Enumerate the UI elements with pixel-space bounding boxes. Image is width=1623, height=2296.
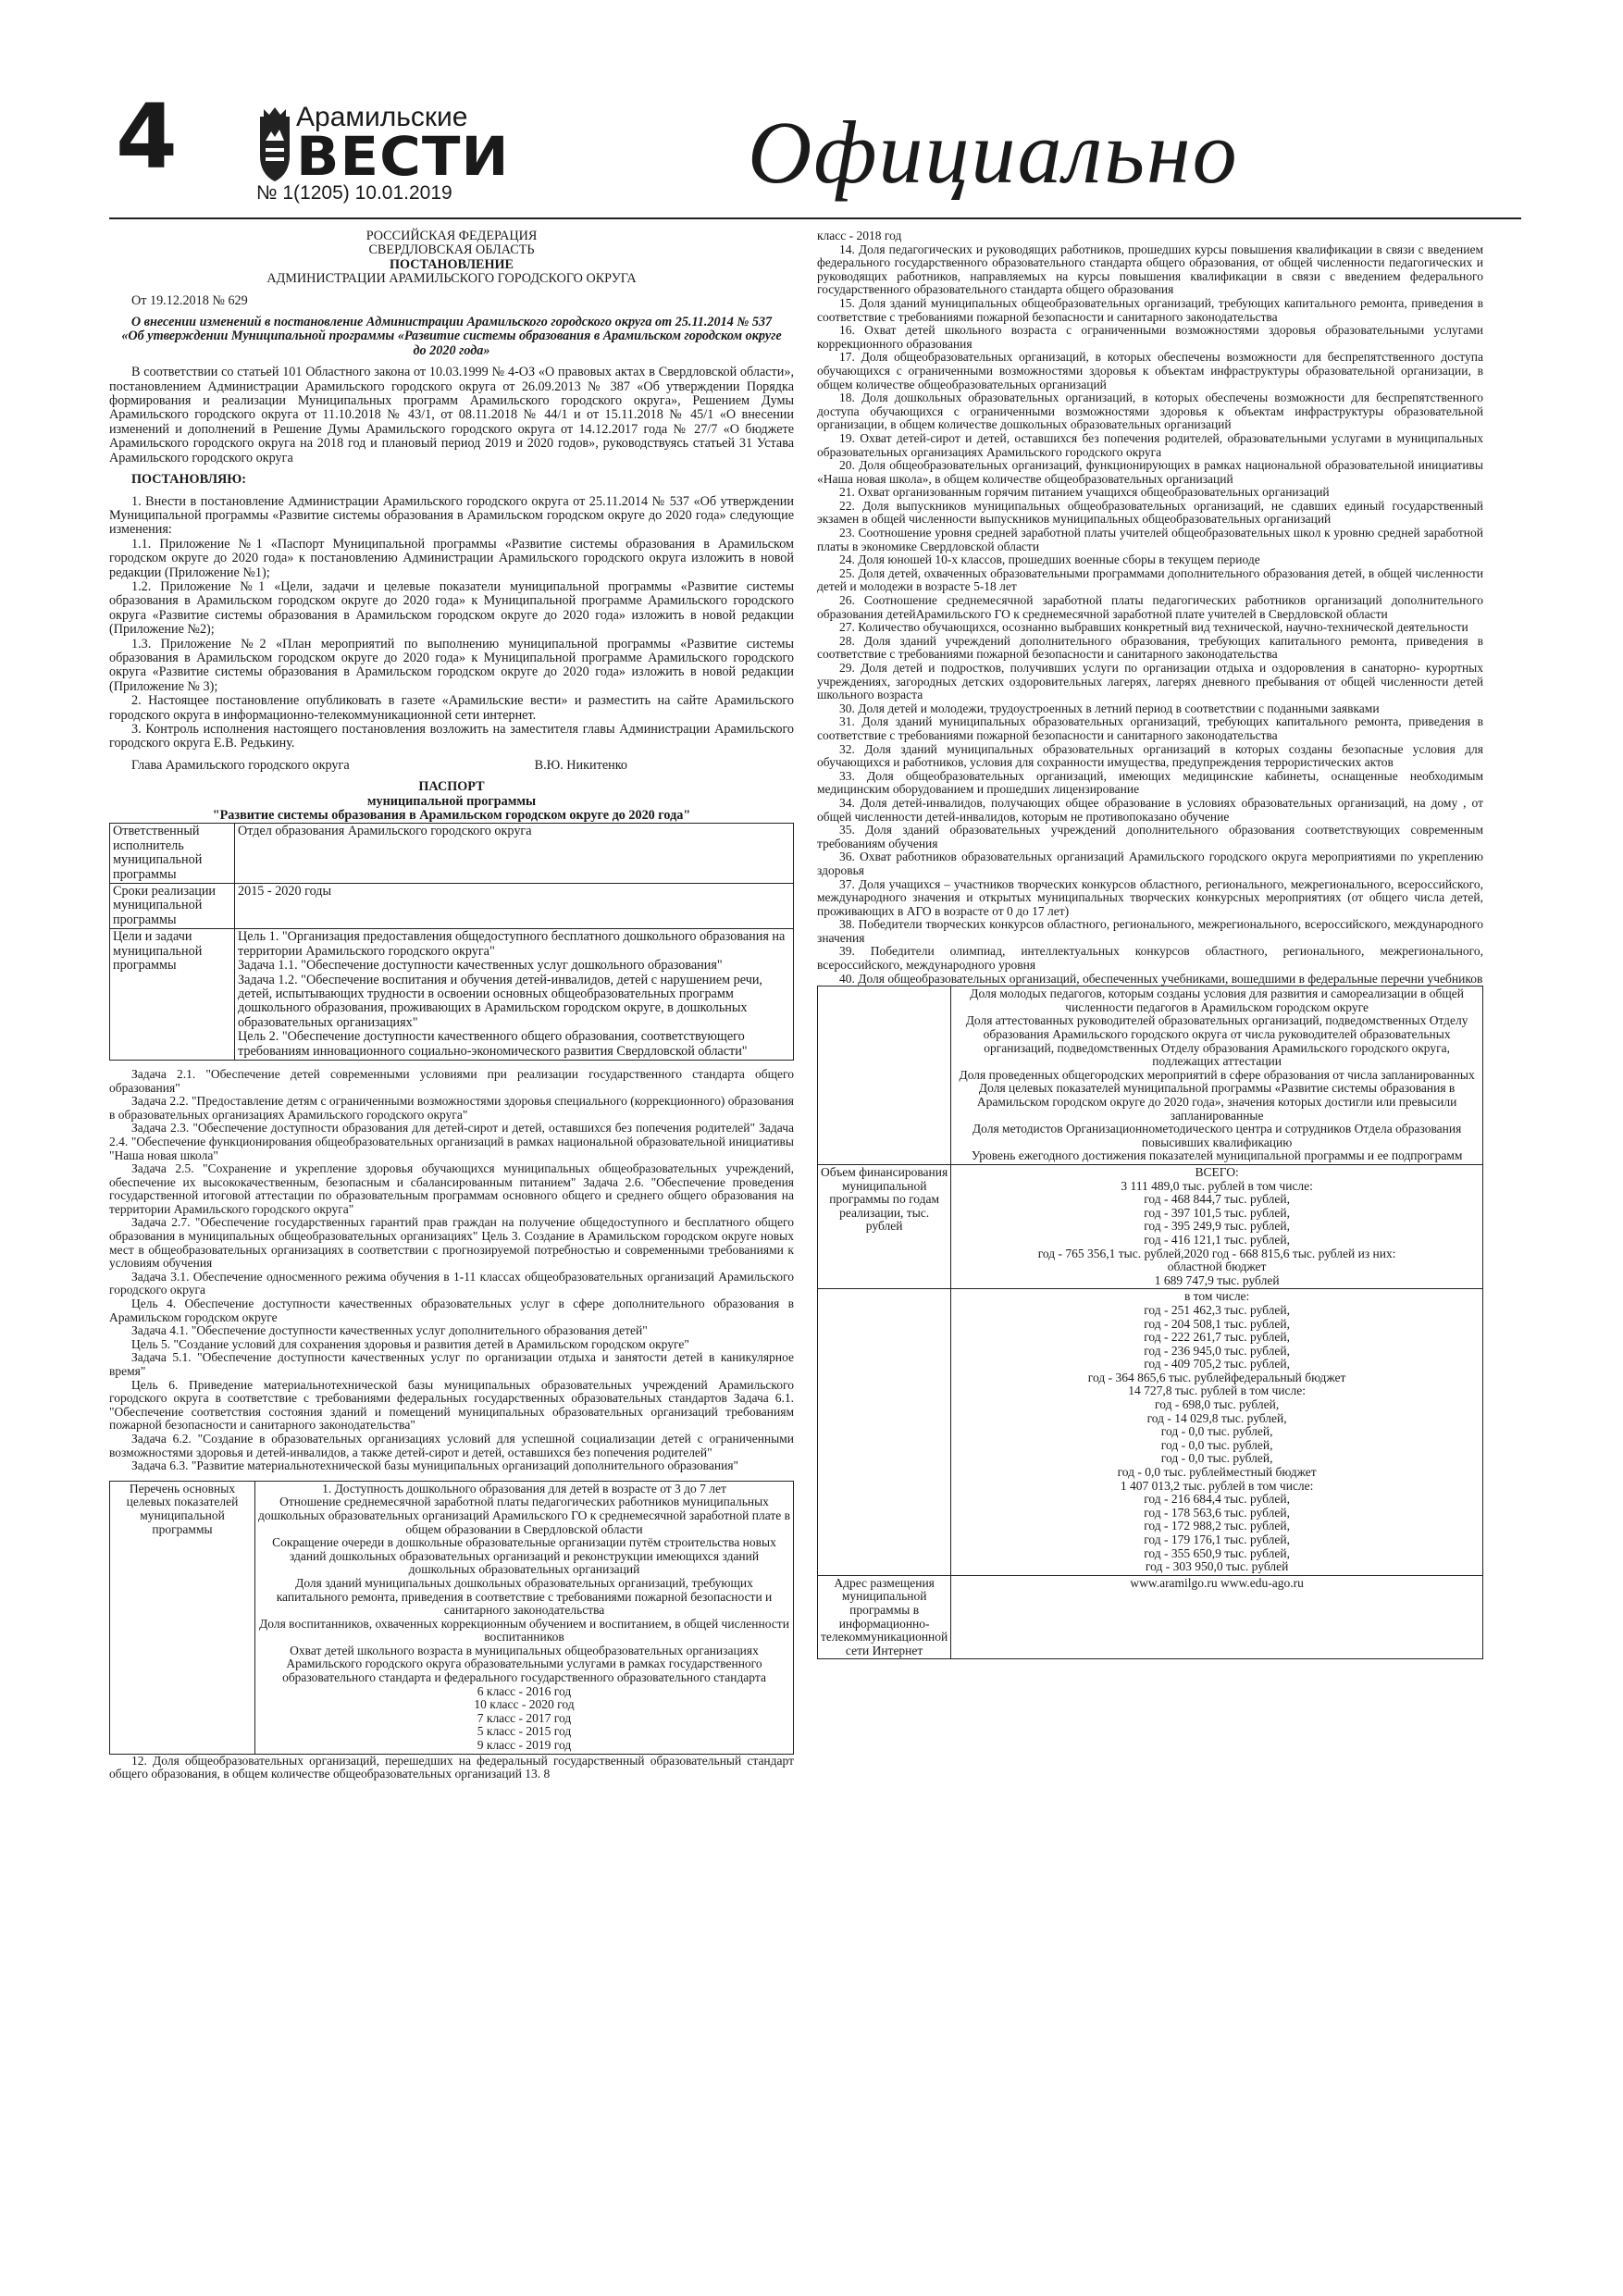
finance-line: год - 222 261,7 тыс. рублей, bbox=[1144, 1330, 1291, 1345]
row-label: Адрес размещения муниципальной программы в информационно-телекоммуникационной сети Интернет bbox=[818, 1575, 951, 1659]
row-label: Объем финансирования муниципальной программы по годам реализации, тыс. рублей bbox=[818, 1164, 951, 1288]
row-value: www.aramilgo.ru www.edu-ago.ru bbox=[951, 1575, 1483, 1659]
task-item: Задача 2.1. "Обеспечение детей современными условиями при реализации государственного стандарта общего образования" bbox=[109, 1066, 794, 1095]
task-item: Задача 4.1. "Обеспечение доступности качественных услуг дополнительного образования детей" bbox=[131, 1323, 648, 1338]
goal-item: Цель 2. "Обеспечение доступности качественного общего образования, соответствующего требованиям инновационного социально-экономического развития Свердловской области" bbox=[238, 1029, 748, 1059]
row-value bbox=[951, 987, 1483, 1165]
row-label bbox=[818, 987, 951, 1165]
finance-line: год - 172 988,2 тыс. рублей, bbox=[1144, 1519, 1291, 1533]
task-item: Цель 4. Обеспечение доступности качественных образовательных услуг в сфере дополнительного образования в Арамильском городском округе bbox=[109, 1297, 794, 1324]
indicator-item: Отношение среднемесячной заработной платы педагогических работников муниципальных дошкольных образовательных организаций Арамильского ГО к среднемесячной заработной плате в общем образовании в Свердловской области bbox=[258, 1495, 790, 1536]
row-value bbox=[235, 929, 794, 1061]
indicator-item: Доля зданий муниципальных дошкольных образовательных организаций, требующих капитального ремонта, приведения в соответствие с требованиями пожарной безопасности и санитарного законодательства bbox=[276, 1575, 773, 1618]
header-line: АДМИНИСТРАЦИИ АРАМИЛЬСКОГО ГОРОДСКОГО ОКРУГА bbox=[266, 271, 637, 287]
task-item: Задача 5.1. "Обеспечение доступности качественных услуг по организации отдыха и занятости детей в каникулярное время" bbox=[109, 1350, 794, 1378]
header-line: РОССИЙСКАЯ ФЕДЕРАЦИЯ bbox=[365, 229, 538, 243]
indicator-line: 33. Доля общеобразовательных организаций, имеющих медицинские кабинеты, оснащенные необходимым медицинским оборудованием и прошедших лицензирование bbox=[817, 768, 1483, 797]
finance-line: 3 111 489,0 тыс. рублей в том числе: bbox=[1121, 1178, 1313, 1193]
indicators-table bbox=[109, 1481, 794, 1755]
header-line: ПОСТАНОВЛЕНИЕ bbox=[389, 256, 514, 272]
indicators-box bbox=[817, 986, 1483, 1659]
indicator-line: 24. Доля юношей 10-х классов, прошедших военные сборы в текущем периоде bbox=[839, 552, 1260, 567]
finance-line: в том числе: bbox=[1183, 1289, 1250, 1304]
finance-line: год - 303 950,0 тыс. рублей bbox=[1145, 1559, 1289, 1574]
header-rule bbox=[109, 217, 1521, 219]
indicator-line: 18. Доля дошкольных образовательных организаций, в которых обеспечены возможности для беспрепятственного доступа обучающихся с ограниченными возможностями здоровья к объектам инфраструктуры образовательной организации, в общем количестве дошкольных образовательных организаций bbox=[817, 391, 1483, 432]
finance-line: год - 468 844,7 тыс. рублей, bbox=[1144, 1192, 1291, 1207]
coat-of-arms-icon bbox=[256, 104, 293, 183]
indicator-item: 1. Доступность дошкольного образования для детей в возрасте от 3 до 7 лет bbox=[322, 1481, 726, 1496]
indicator-line: 36. Охват работников образовательных организаций Арамильского городского округа мероприятиями по укреплению здоровья bbox=[817, 850, 1483, 877]
decree-subject: О внесении изменений в постановление Администрации Арамильского городского округа от 25.11.2014 № 537 «Об утверждении Муниципальной программы «Развитие системы образования в Арамильском городском округе до 2020 года» bbox=[121, 315, 782, 358]
indicator-line: 23. Соотношение уровня средней заработной платы учителей общеобразовательных школ к уровню средней заработной платы в экономике Свердловской области bbox=[817, 526, 1483, 553]
passport-table bbox=[109, 823, 794, 1061]
indicator-line: 28. Доля зданий учреждений дополнительного образования, требующих капитального ремонта, приведения в соответствие с требованиями пожарной безопасности и санитарного законодательства bbox=[817, 633, 1483, 662]
task-item: Задача 2.5. "Сохранение и укрепление здоровья обучающихся муниципальных общеобразовательных учреждений, обеспечение их высококачественным, безопасным и сбалансированным питанием" Задача 2.6. "Обеспечение проведения государственной итоговой аттестации по образовательным программам основного общего и среднего общего образования на территории Арамильского городского округа" bbox=[109, 1161, 794, 1216]
passport-title-line: "Развитие системы образования в Арамильском городском округе до 2020 года" bbox=[212, 808, 691, 824]
passport-tasks bbox=[109, 1068, 794, 1473]
table-row bbox=[818, 1289, 1483, 1575]
row-value bbox=[951, 1289, 1483, 1575]
finance-line: год - 395 249,9 тыс. рублей, bbox=[1144, 1219, 1291, 1234]
task-item: Цель 6. Приведение материальнотехнической базы муниципальных образовательных учреждений Арамильского городского округа в соответствие с требованиями федеральных государственных образовательных стандартов Задача 6.1. "Обеспечение соответствия состояния зданий и помещений муниципальных образовательных организаций требованиям пожарной безопасности и санитарного законодательства" bbox=[109, 1377, 794, 1433]
decree-item: 1.2. Приложение №1 «Цели, задачи и целевые показатели муниципальной программы «Развитие системы образования в Арамильском городском округе до 2020 года» к Муниципальной программе Арамильского городского округа «Развитие системы образования в Арамильском городском округе до 2020 года» изложить в новой редакции (Приложение №2); bbox=[109, 578, 794, 638]
signature-name: В.Ю. Никитенко bbox=[534, 757, 627, 773]
table-row bbox=[110, 1481, 794, 1754]
row-value bbox=[951, 1164, 1483, 1288]
indicator-item: 7 класс - 2017 год bbox=[477, 1710, 572, 1725]
indicator-line: 35. Доля зданий образовательных учреждений дополнительного образования соответствующих современным требованиям обучения bbox=[817, 823, 1483, 850]
finance-line: год - 14 029,8 тыс. рублей, bbox=[1146, 1410, 1287, 1425]
row-value bbox=[255, 1481, 794, 1754]
passport-title-line: ПАСПОРТ bbox=[418, 779, 485, 795]
finance-line: год - 409 705,2 тыс. рублей, bbox=[1144, 1357, 1291, 1371]
indicator-line: 22. Доля выпускников муниципальных общеобразовательных организаций, не сдавших единый государственный экзамен в общей численности выпускников муниципальных общеобразовательных организаций bbox=[817, 498, 1483, 527]
finance-line: областной бюджет bbox=[1167, 1260, 1267, 1274]
finance-line: 14 727,8 тыс. рублей в том числе: bbox=[1128, 1384, 1306, 1398]
indicator-line: 14. Доля педагогических и руководящих работников, прошедших курсы повышения квалификации в связи с введением федерального государственного образовательного стандарта общего образования, от общей численности педагогических и руководящих работников, направляемых на курсы повышения квалификации в связи с введением федерального государственного образовательного стандарта общего образования bbox=[817, 242, 1483, 297]
indicator-line: 37. Доля учащихся – участников творческих конкурсов областного, регионального, межрегионального, всероссийского, международного значения и открытых муниципальных творческих конкурсных мероприятиях (от общего числа детей, проживающих в АГО в возрасте от 0 до 17 лет) bbox=[817, 876, 1483, 918]
indicator-line: 40. Доля общеобразовательных организаций, обеспеченных учебниками, вошедшими в федеральные перечни учебников bbox=[839, 971, 1483, 986]
goal-item: Задача 1.2. "Обеспечение воспитания и обучения детей-инвалидов, детей с нарушением речи, детей, испытывающих трудности в освоении основных общеобразовательных программ дошкольного образования, проживающих в Арамильском городском округе, в дошкольных образовательных организациях" bbox=[238, 972, 762, 1030]
indicator-item: 9 класс - 2019 год bbox=[477, 1738, 572, 1753]
row-label: Ответственный исполнитель муниципальной программы bbox=[110, 824, 235, 884]
finance-line: год - 416 121,1 тыс. рублей, bbox=[1144, 1232, 1291, 1247]
indicator-line: 26. Соотношение среднемесячной заработной платы педагогических работников организаций дополнительного образования детейАрамильского ГО к среднемесячной заработной плате учителей в Свердловской области bbox=[817, 593, 1483, 621]
box-line: Доля методистов Организационнометодического центра и сотрудников Отдела образования повысивших квалификацию bbox=[972, 1122, 1462, 1149]
indicator-footer: 12. Доля общеобразовательных организаций, перешедших на федеральный государственный образовательный стандарт общего образования, в общем количестве общеобразовательных организаций 13. 8 bbox=[109, 1753, 794, 1781]
indicator-line: 31. Доля зданий муниципальных образовательных организаций, требующих капитального ремонта, приведения в соответствие с требованиями пожарной безопасности и санитарного законодательства bbox=[817, 714, 1483, 742]
task-item: Задача 2.7. "Обеспечение государственных гарантий прав граждан на получение общедоступного и бесплатного общего образования в муниципальных общеобразовательных организациях" Цель 3. Создание в Арамильском городском округе новых мест в общеобразовательных организациях в соответствии с прогнозируемой потребностью и современными требованиями к условиям обучения bbox=[109, 1215, 794, 1271]
decree-preamble: В соответствии со статьей 101 Областного закона от 10.03.1999 № 4-ОЗ «О правовых актах в Свердловской области», постановлением Администрации Арамильского городского округа от 26.09.2013 № 387 «Об утверждении Порядка формирования и реализации Муниципальных программ Арамильского городского округа», Решением Думы Арамильского городского округа от 11.10.2018 № 43/1, от 08.11.2018 № 44/1 и от 15.11.2018 № 45/1 «О внесении изменений и дополнений в Решение Думы Арамильского городского округа от 14.12.2017 года № 27/7 «О бюджете Арамильского городского округа на 2018 год и плановый период 2019 и 2020 годов», руководствуясь статьей 31 Устава Арамильского городского округа bbox=[109, 365, 794, 465]
indicator-line: 34. Доля детей-инвалидов, получающих общее образование в условиях образовательных организаций, на дому , от общей численности детей-инвалидов, которым не противопоказано обучение bbox=[817, 795, 1483, 824]
task-item: Задача 6.3. "Развитие материальнотехнической базы муниципальных организаций дополнительного образования" bbox=[131, 1458, 739, 1473]
task-item: Задача 3.1. Обеспечение односменного режима обучения в 1-11 классах общеобразовательных организаций Арамильского городского округа bbox=[109, 1269, 794, 1297]
indicator-line: класс - 2018 год bbox=[817, 229, 902, 242]
indicator-item: 5 класс - 2015 год bbox=[477, 1724, 572, 1739]
row-label bbox=[818, 1289, 951, 1575]
table-row bbox=[818, 1164, 1483, 1288]
passport-title-line: муниципальной программы bbox=[366, 793, 537, 809]
indicator-line: 30. Доля детей и молодежи, трудоустроенных в летний период в соответствии с поданными заявками bbox=[839, 701, 1380, 715]
finance-line: год - 216 684,4 тыс. рублей, bbox=[1144, 1492, 1291, 1507]
task-item: Задача 2.3. "Обеспечение доступности образования для детей-сирот и детей, оставшихся без попечения родителей" Задача 2.4. "Обеспечение функционирования общеобразовательных организаций в рамках национальной образовательной инициативы "Наша новая школа" bbox=[109, 1121, 794, 1162]
signature-role: Глава Арамильского городского округа bbox=[131, 757, 350, 773]
rubric-title: Официально bbox=[748, 103, 1239, 202]
passport-title bbox=[109, 780, 794, 823]
finance-line: год - 179 176,1 тыс. рублей, bbox=[1144, 1533, 1291, 1546]
row-value: Отдел образования Арамильского городского округа bbox=[235, 824, 794, 884]
finance-line: год - 397 101,5 тыс. рублей, bbox=[1144, 1205, 1291, 1220]
indicator-line: 19. Охват детей-сирот и детей, оставшихся без попечения родителей, образовательными услугами в муниципальных образовательных организациях Арамильского городского округа bbox=[817, 430, 1483, 459]
issue-info: № 1(1205) 10.01.2019 bbox=[256, 182, 452, 204]
logo-main-text: ВЕСТИ bbox=[296, 125, 510, 188]
decree-item: 1. Внести в постановление Администрации Арамильского городского округа от 25.11.2014 № 537 «Об утверждении Муниципальной программы «Развитие системы образования в Арамильском городском округе до 2020 года» следующие изменения: bbox=[109, 493, 794, 538]
task-item: Задача 6.2. "Создание в образовательных организациях условий для успешной социализации детей с ограниченными возможностями здоровья и детей-инвалидов, а также детей-сирот и детей, оставшихся без попечения родителей" bbox=[109, 1431, 794, 1459]
task-item: Задача 2.2. "Предоставление детям с ограниченными возможностями здоровья специального (коррекционного) образования в образовательных организациях Арамильского городского округа" bbox=[109, 1094, 794, 1122]
decree-item: 1.1. Приложение №1 «Паспорт Муниципальной программы «Развитие системы образования в Арамильском городском округе до 2020 года» к постановлению Администрации Арамильского городского округа изложить в новой редакции (Приложение №1); bbox=[109, 536, 794, 580]
finance-line: год - 0,0 тыс. рублей, bbox=[1160, 1437, 1273, 1452]
finance-line: год - 0,0 тыс. рублей, bbox=[1160, 1451, 1273, 1466]
header-line: СВЕРДЛОВСКАЯ ОБЛАСТЬ bbox=[368, 242, 535, 258]
box-line: Уровень ежегодного достижения показателей муниципальной программы и ее подпрограмм bbox=[971, 1148, 1463, 1163]
indicator-line: 25. Доля детей, охваченных образовательными программами дополнительного образования детей, в общей численности детей и молодежи в возрасте 5-18 лет bbox=[817, 565, 1483, 594]
decree-item: 2. Настоящее постановление опубликовать в газете «Арамильские вести» и разместить на сайте Арамильского городского округа в информационно-телекоммуникационной сети интернет. bbox=[109, 693, 794, 723]
finance-line: год - 251 462,3 тыс. рублей, bbox=[1144, 1302, 1291, 1317]
indicator-line: 20. Доля общеобразовательных организаций, функционирующих в рамках национальной образовательной инициативы «Наша новая школа», в общем количестве общеобразовательных организаций bbox=[817, 458, 1483, 486]
signature bbox=[109, 759, 794, 773]
indicator-item: 6 класс - 2016 год bbox=[477, 1683, 572, 1698]
box-line: Доля молодых педагогов, которым созданы условия для развития и самореализации в общей численности педагогов в Арамильском городском округе bbox=[970, 987, 1464, 1014]
finance-line: год - 355 650,9 тыс. рублей, bbox=[1144, 1545, 1291, 1560]
finance-line: ВСЕГО: bbox=[1195, 1164, 1239, 1179]
row-label: Перечень основных целевых показателей муниципальной программы bbox=[110, 1481, 255, 1754]
box-line: Доля аттестованных руководителей образовательных организаций, подведомственных Отделу образования Арамильского городского округа от числа руководителей образовательных организаций, подведомственных Отделу образования Арамильского городского округа, подлежащих аттестации bbox=[965, 1013, 1468, 1069]
indicator-line: 38. Победители творческих конкурсов областного, регионального, межрегионального, всероссийского, международного значения bbox=[817, 917, 1483, 945]
indicator-line: 39. Победители олимпиад, интеллектуальных конкурсов областного, регионального, межрегионального, всероссийского, международного уровня bbox=[817, 944, 1483, 973]
indicator-item: Доля воспитанников, охваченных коррекционным обучением и воспитанием, в общей численности воспитанников bbox=[259, 1616, 789, 1644]
logo-top-text: Арамильские bbox=[296, 102, 468, 132]
indicator-item: Охват детей школьного возраста в муниципальных общеобразовательных организациях Арамильского городского округа образовательными услугами в рамках государственного образовательного стандарта и федерального государственного образовательного стандарта bbox=[282, 1643, 766, 1685]
table-row bbox=[818, 1575, 1483, 1659]
decree-items bbox=[109, 495, 794, 751]
finance-line: год - 178 563,6 тыс. рублей, bbox=[1144, 1505, 1291, 1520]
finance-line: год - 204 508,1 тыс. рублей, bbox=[1144, 1316, 1291, 1331]
decree-header bbox=[109, 230, 794, 287]
finance-line: год - 364 865,6 тыс. рублейфедеральный бюджет bbox=[1087, 1370, 1346, 1384]
page-number: 4 bbox=[116, 85, 178, 189]
indicator-line: 27. Количество обучающихся, осознанно выбравших конкретный вид технической, научно-технической деятельности bbox=[839, 620, 1468, 635]
finance-line: год - 765 356,1 тыс. рублей,2020 год - 668 815,6 тыс. рублей из них: bbox=[1037, 1246, 1396, 1260]
finance-line: год - 698,0 тыс. рублей, bbox=[1155, 1397, 1280, 1412]
table-row bbox=[818, 987, 1483, 1165]
right-column bbox=[817, 230, 1483, 1659]
finance-line: год - 0,0 тыс. рублейместный бюджет bbox=[1117, 1465, 1317, 1480]
row-label: Сроки реализации муниципальной программы bbox=[110, 884, 235, 929]
task-item: Цель 5. "Создание условий для сохранения здоровья и развития детей в Арамильском городском округе" bbox=[131, 1336, 689, 1351]
finance-line: 1 407 013,2 тыс. рублей в том числе: bbox=[1120, 1478, 1314, 1493]
finance-line: год - 236 945,0 тыс. рублей, bbox=[1144, 1343, 1291, 1358]
indicator-line: 29. Доля детей и подростков, получивших услуги по организации отдыха и оздоровления в санаторно- курортных учреждениях, загородных детских оздоровительных лагерях, лагерях дневного пребывания от общей численности детей школьного возраста bbox=[817, 661, 1483, 702]
indicator-line: 21. Охват организованным горячим питанием учащихся общеобразовательных организаций bbox=[839, 485, 1330, 500]
row-label: Цели и задачи муниципальной программы bbox=[110, 929, 235, 1061]
indicator-line: 15. Доля зданий муниципальных общеобразовательных организаций, требующих капитального ремонта, приведения в соответствие с требованиями пожарной безопасности и санитарного законодательства bbox=[817, 295, 1483, 324]
indicator-line: 32. Доля зданий муниципальных образовательных организаций в которых созданы безопасные условия для обучающихся и работников, условия для сохранности имущества, предупреждения террористических актов bbox=[817, 741, 1483, 770]
decree-resolve: ПОСТАНОВЛЯЮ: bbox=[131, 472, 247, 488]
table-row bbox=[110, 824, 794, 884]
box-line: Доля целевых показателей муниципальной программы «Развитие системы образования в Арамильском городском округе до 2020 года», значения которых достигли или превысили запланированные bbox=[976, 1081, 1457, 1123]
indicator-item: 10 класс - 2020 год bbox=[474, 1697, 575, 1712]
decree-item: 3. Контроль исполнения настоящего постановления возложить на заместителя главы Администрации Арамильского городского округа Е.В. Редькину. bbox=[109, 722, 794, 751]
goal-item: Задача 1.1. "Обеспечение доступности качественных услуг дошкольного образования" bbox=[238, 958, 723, 974]
indicator-line: 16. Охват детей школьного возраста с ограниченными возможностями здоровья образовательными услугами коррекционного образования bbox=[817, 323, 1483, 351]
indicator-item: Сокращение очереди в дошкольные образовательные организации путём строительства новых зданий дошкольных образовательных организаций и реконструкции имеющихся зданий дошкольных образовательных организаций bbox=[272, 1535, 776, 1577]
row-value: 2015 - 2020 годы bbox=[235, 884, 794, 929]
indicator-line: 17. Доля общеобразовательных организаций, в которых обеспечены возможности для беспрепятственного доступа обучающихся с ограниченными возможностями здоровья к объектам инфраструктуры образовательной организации, в общем количестве общеобразовательных организаций bbox=[817, 350, 1483, 391]
finance-line: год - 0,0 тыс. рублей, bbox=[1160, 1424, 1273, 1439]
goal-item: Цель 1. "Организация предоставления общедоступного бесплатного дошкольного образования на территории Арамильского городского округа" bbox=[238, 929, 786, 959]
decree-date: От 19.12.2018 № 629 bbox=[131, 292, 248, 308]
table-row bbox=[110, 884, 794, 929]
box-line: Доля проведенных общегородских мероприятий в сфере образования от числа запланированных bbox=[959, 1067, 1475, 1082]
finance-line: 1 689 747,9 тыс. рублей bbox=[1154, 1272, 1280, 1287]
left-column bbox=[109, 230, 794, 1781]
table-row bbox=[110, 929, 794, 1061]
indicator-list bbox=[817, 230, 1483, 986]
decree-item: 1.3. Приложение №2 «План мероприятий по выполнению муниципальной программы «Развитие системы образования в Арамильском городском округе до 2020 года» к Муниципальной программе Арамильского городского округа «Развитие системы образования в Арамильском городском округе до 2020 года» изложить в новой редакции (Приложение № 3); bbox=[109, 636, 794, 694]
